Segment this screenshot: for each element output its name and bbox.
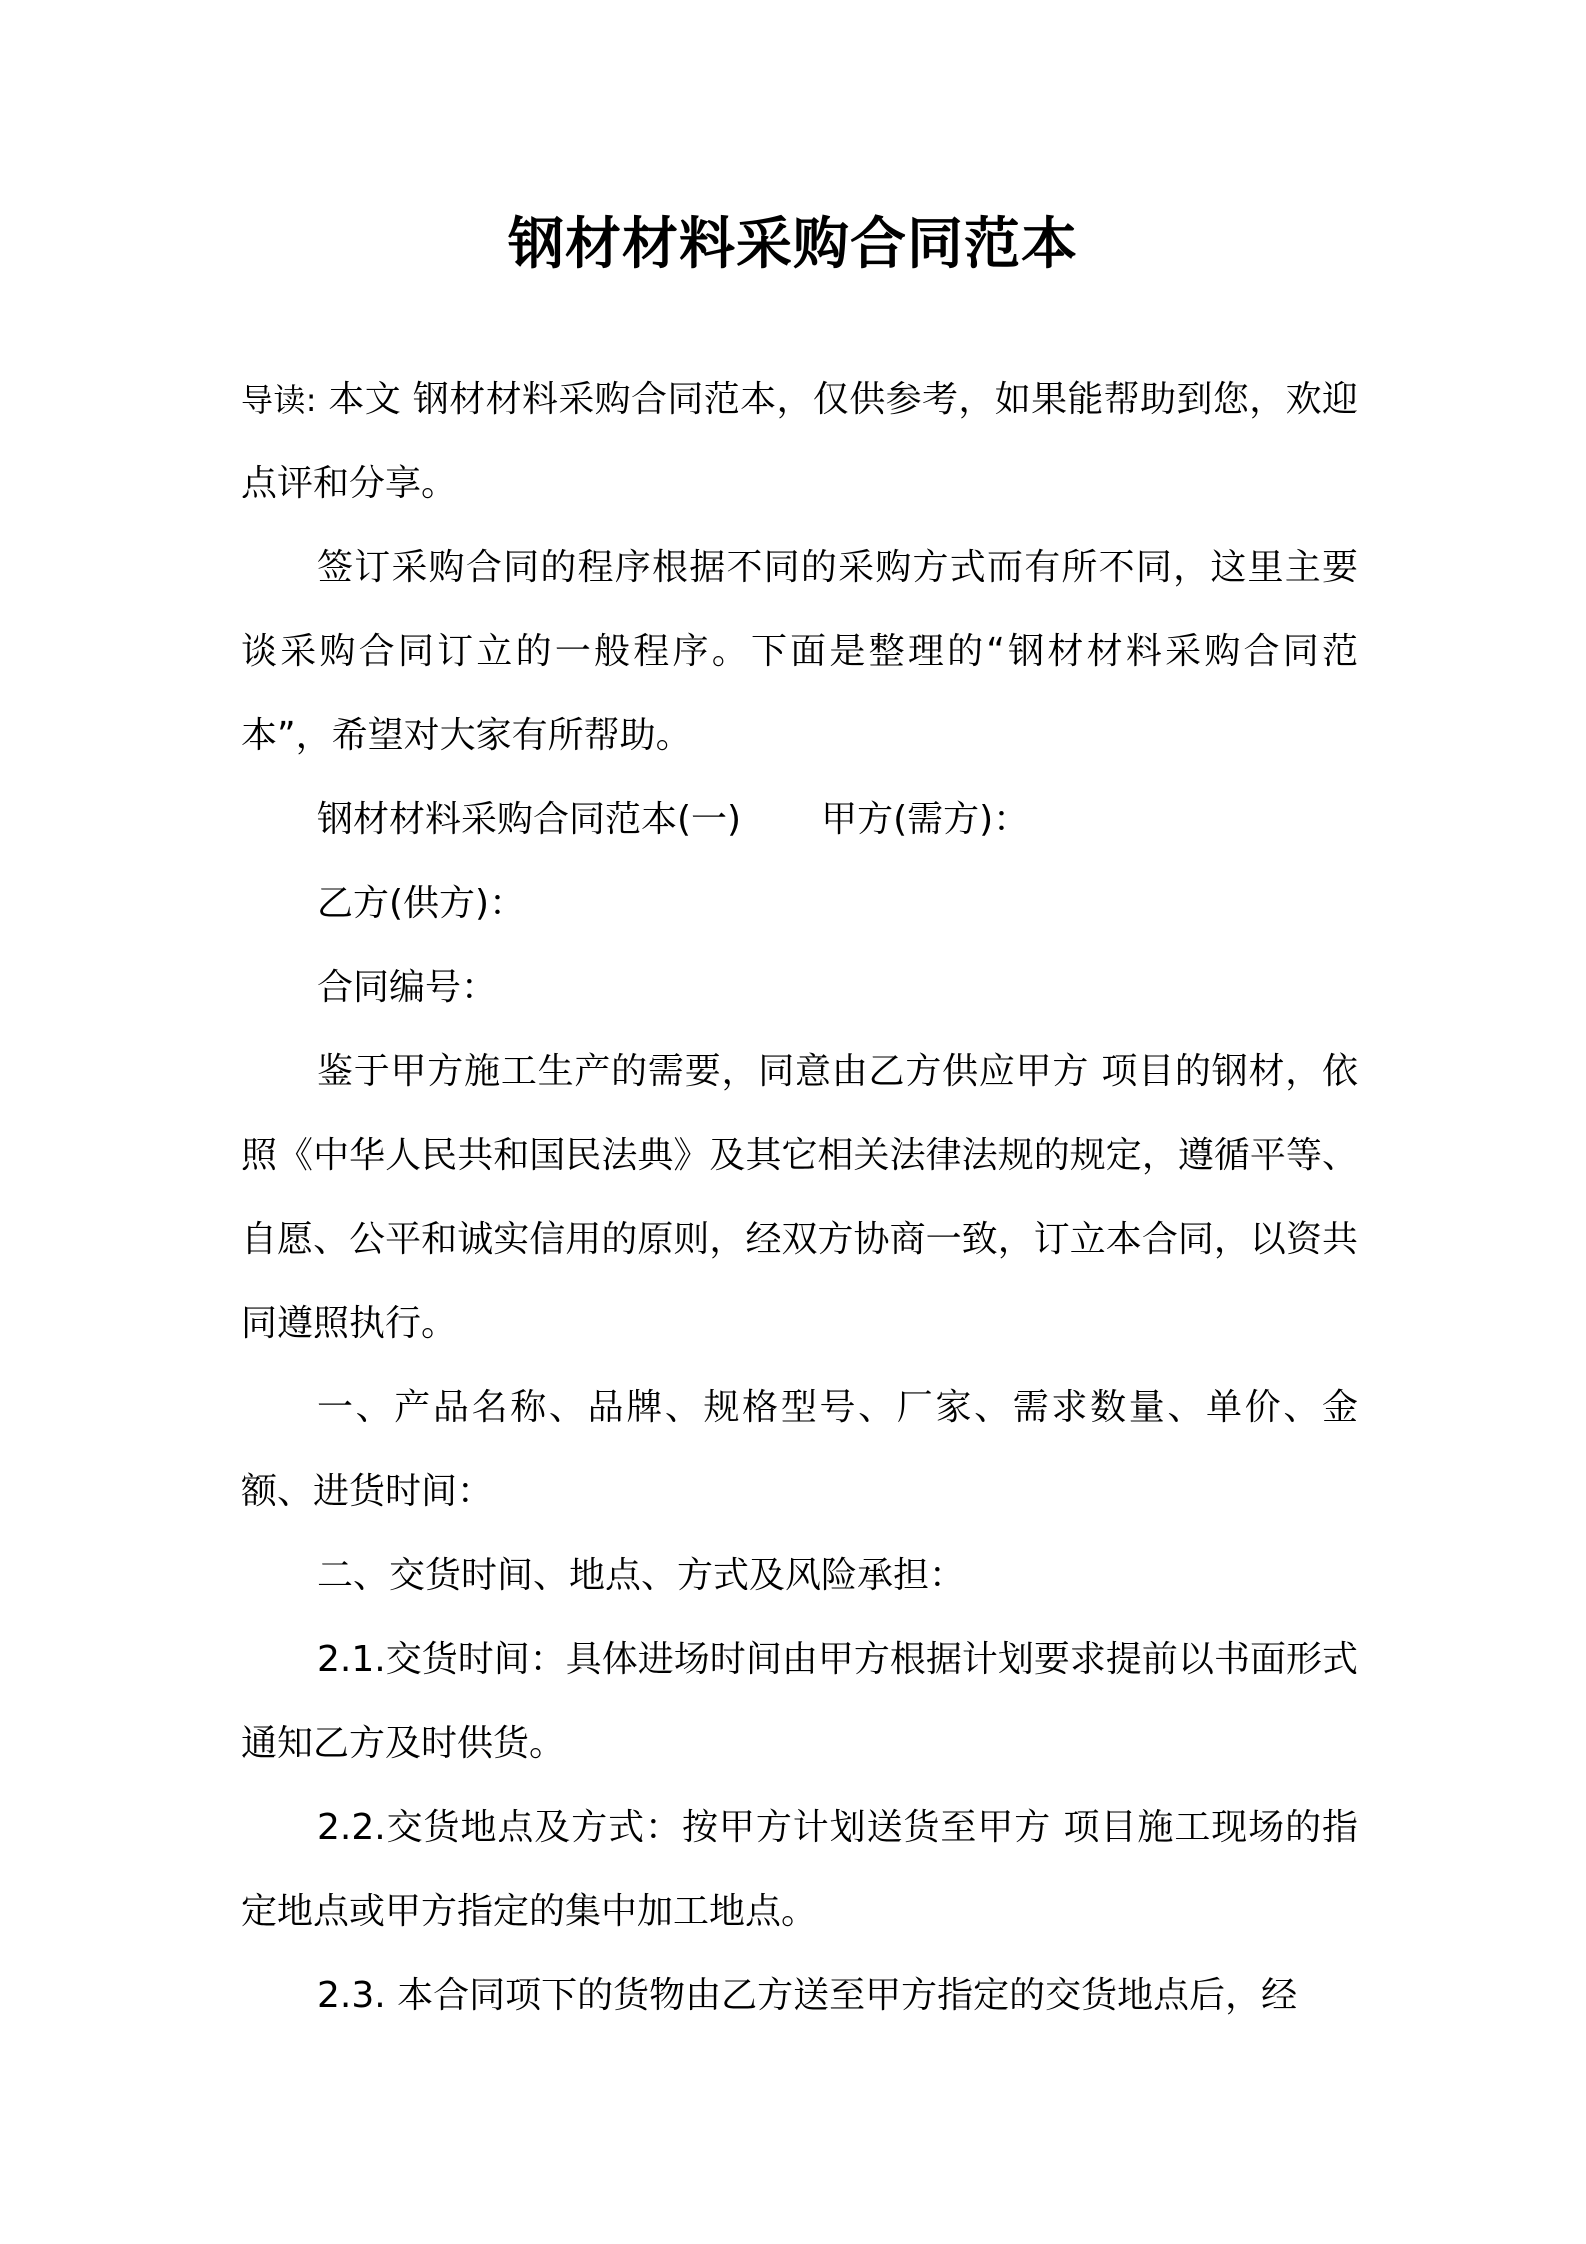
- contract-heading: 钢材材料采购合同范本(一): [317, 799, 742, 840]
- whereas-paragraph: 鉴于甲方施工生产的需要，同意由乙方供应甲方 项目的钢材，依照《中华人民共和国民法典》及其它相关法律法规的规定，遵循平等、自愿、公平和诚实信用的原则，经双方协商一致，订立本合同，以资共同遵照执行。: [241, 1051, 1358, 1344]
- clause-2-2: 2.2.交货地点及方式：按甲方计划送货至甲方 项目施工现场的指定地点或甲方指定的集中加工地点。: [241, 1807, 1358, 1932]
- intro-paragraph: [241, 358, 1358, 526]
- clause-2-3: 2.3. 本合同项下的货物由乙方送至甲方指定的交货地点后，经: [317, 1975, 1298, 2016]
- contract-number-label: 合同编号：: [317, 967, 498, 1008]
- party-a-label: 甲方(需方)：: [821, 799, 1030, 840]
- section-2-heading: 二、交货时间、地点、方式及风险承担：: [317, 1555, 966, 1596]
- background-paragraph: 签订采购合同的程序根据不同的采购方式而有所不同，这里主要谈采购合同订立的一般程序。下面是整理的“钢材材料采购合同范本”，希望对大家有所帮助。: [241, 547, 1358, 756]
- section-1-heading: 一、产品名称、品牌、规格型号、厂家、需求数量、单价、金额、进货时间：: [241, 1387, 1358, 1512]
- document-body: [241, 358, 1358, 2038]
- contract-heading-line: [241, 778, 1358, 862]
- intro-label: 导读:: [241, 381, 317, 419]
- intro-text: 本文 钢材材料采购合同范本，仅供参考，如果能帮助到您，欢迎点评和分享。: [241, 379, 1358, 504]
- document-title: 钢材材料采购合同范本: [508, 212, 1078, 277]
- party-b-label: 乙方(供方)：: [317, 883, 526, 924]
- clause-2-1: 2.1.交货时间：具体进场时间由甲方根据计划要求提前以书面形式通知乙方及时供货。: [241, 1639, 1358, 1764]
